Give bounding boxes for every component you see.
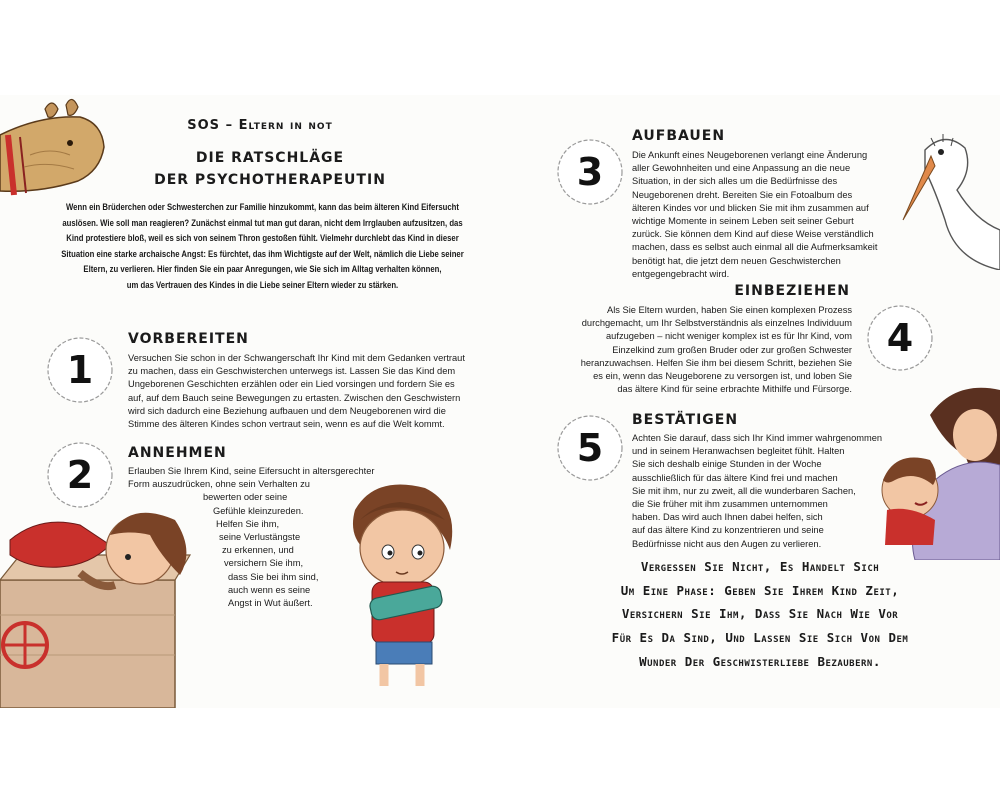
- text-line: heranzuwachsen. Helfen Sie ihm bei diesem Schritt, beziehen Sie: [580, 357, 852, 368]
- text-line: machen, dass es selbst auch einmal all die Aufmerksamkeit: [632, 242, 878, 253]
- dog-illustration: [0, 95, 110, 205]
- text-line: Stimme des älteren Kindes schon vertraut sein, wenn es auf die Welt kommt.: [128, 419, 445, 430]
- text-line: aller Gewohnheiten und eine Anpassung an die neue: [632, 163, 851, 174]
- intro-line: auslösen. Wie soll man reagieren? Zunächst einmal tut man gut daran, nicht dem Irrglauben aufzusitzen, das: [62, 217, 463, 228]
- text-line: das ältere Kind für seine erbrachte Mithilfe und Fürsorge.: [617, 384, 852, 395]
- number-badge-3: [555, 137, 625, 207]
- text-line: seine Verlustängste: [219, 532, 301, 543]
- text-line: auf, auf dem Bauch seine Bewegungen zu ertasten. Zwischen den Geschwistern: [128, 392, 461, 403]
- intro-line: Eltern, zu verlieren. Hier finden Sie ein paar Anregungen, wie Sie sich im Alltag verhalten können,: [83, 264, 442, 275]
- text-line: zu machen, dass ein Geschwisterchen unterwegs ist. Lassen Sie das Kind dem: [128, 366, 456, 377]
- text-line: Helfen Sie ihm,: [216, 518, 280, 529]
- badge-number: 3: [576, 150, 604, 194]
- text-line: versichern Sie ihm,: [224, 558, 304, 569]
- badge-number: 5: [576, 426, 604, 470]
- text-line: Die Ankunft eines Neugeborenen verlangt eine Änderung: [632, 150, 868, 160]
- number-badge-5: [555, 413, 625, 483]
- text-line: älteren Kindes vor und blicken Sie mit ihm zusammen auf: [632, 202, 869, 213]
- closing-line: Für Es Da Sind, Und Lassen Sie Sich Von Dem: [611, 630, 909, 646]
- text-line: Einzelkind zum großen Bruder oder zur großen Schwester: [612, 344, 852, 355]
- section-title-annehmen: ANNEHMEN: [128, 445, 227, 461]
- text-line: entgegengebracht wird.: [632, 268, 730, 279]
- text-line: Neugeborenen dreht. Bereiten Sie ein Fotoalbum des: [632, 189, 853, 200]
- intro-line: Situation eine starke archaische Angst: Es fürchtet, das ihm Wichtigste auf der Welt, nämlich die Liebe seiner: [61, 248, 464, 259]
- page-title-line-1: DIE RATSCHLÄGE: [195, 150, 345, 166]
- text-line: und in seinem Heranwachsen begleitet fühlt. Halten: [632, 446, 845, 457]
- text-line: Ungeborenen Geschichten erzählen oder ein Lied vorsingen und fordern Sie es: [128, 379, 455, 390]
- badge-number: 2: [66, 453, 94, 497]
- badge-number: 1: [66, 348, 94, 392]
- text-line: Gefühle kleinzureden.: [213, 505, 304, 516]
- section-text-bestaetigen: [632, 432, 882, 551]
- stork-illustration: [895, 130, 1000, 270]
- text-line: zurück. Sie können dem Kind auf diese Weise verständlich: [632, 229, 874, 240]
- text-line: Form auszudrücken, ohne sein Verhalten zu: [128, 479, 310, 490]
- section-text-einbeziehen: [540, 304, 852, 396]
- number-badge-2: [45, 440, 115, 510]
- text-line: Erlauben Sie Ihrem Kind, seine Eifersucht in altersgerechter: [128, 466, 375, 476]
- text-line: aufzugeben – nicht weniger komplex ist es für Ihr Kind, vom: [606, 331, 852, 342]
- text-line: benötigt hat, die jetzt dem neuen Geschwisterchen: [632, 255, 841, 266]
- intro-paragraph: [32, 200, 492, 294]
- text-line: auch wenn es seine: [228, 584, 311, 595]
- section-title-aufbauen: AUFBAUEN: [632, 128, 726, 144]
- text-line: Angst in Wut äußert.: [228, 598, 313, 609]
- text-line: Achten Sie darauf, dass sich Ihr Kind immer wahrgenommen: [632, 433, 883, 443]
- page-title-line-2: DER PSYCHOTHERAPEUTIN: [154, 172, 386, 188]
- closing-statement: [565, 555, 955, 674]
- mother-and-child-illustration: [875, 385, 1000, 560]
- closing-line: Um Eine Phase: Geben Sie Ihrem Kind Zeit,: [620, 582, 900, 598]
- intro-line: um das Vertrauen des Kindes in die Liebe seiner Eltern wieder zu stärken.: [126, 279, 399, 290]
- text-line: zu erkennen, und: [222, 545, 294, 556]
- text-line: Bedürfnisse nicht aus den Augen zu verlieren.: [632, 538, 822, 549]
- section-title-vorbereiten: VORBEREITEN: [128, 331, 249, 347]
- text-line: Sie mit ihm, nur zu zweit, all die wunderbaren Sachen,: [632, 485, 856, 496]
- text-line: Versuchen Sie schon in der Schwangerschaft Ihr Kind mit dem Gedanken vertraut: [128, 353, 465, 363]
- text-line: es ein, wenn das Neugeborene zu versorgen ist, und loben Sie: [593, 371, 852, 382]
- kicker-heading: SOS – Eltern in not: [187, 118, 333, 133]
- section-text-vorbereiten: [128, 352, 465, 431]
- number-badge-4: [865, 303, 935, 373]
- text-line: Situation, in der sich alles um die Bedürfnisse des: [632, 176, 838, 187]
- section-text-annehmen: [128, 465, 375, 610]
- text-line: bewerten oder seine: [203, 492, 288, 503]
- text-line: die Sie früher mit ihm zusammen unternommen: [632, 499, 828, 510]
- text-line: Als Sie Eltern wurden, haben Sie einen komplexen Prozess: [607, 305, 852, 315]
- section-title-bestaetigen: BESTÄTIGEN: [632, 412, 739, 428]
- text-line: auf das ältere Kind zu konzentrieren und seine: [632, 525, 824, 536]
- section-text-aufbauen: [632, 149, 877, 281]
- intro-line: Kind protestiere bloß, weil es sich von seinem Thron gestoßen fühlt. Vielmehr durchlebt das Kind in dieser: [66, 233, 459, 244]
- closing-line: Wunder Der Geschwisterliebe Bezaubern.: [639, 653, 881, 669]
- text-line: dass Sie bei ihm sind,: [228, 571, 319, 582]
- number-badge-1: [45, 335, 115, 405]
- text-line: ausschließlich für das ältere Kind frei und machen: [632, 472, 838, 483]
- closing-line: Vergessen Sie Nicht, Es Handelt Sich: [640, 559, 880, 574]
- text-line: wichtige Momente in seinem Leben seit seiner Geburt: [632, 216, 854, 227]
- text-line: durchgemacht, um Ihr Selbstverständnis als einzelnes Individuum: [581, 318, 852, 329]
- section-title-einbeziehen: EINBEZIEHEN: [734, 283, 850, 299]
- text-line: haben. Das wird auch Ihnen dabei helfen, sich: [632, 512, 823, 523]
- badge-number: 4: [886, 316, 914, 360]
- text-line: Sie sich deshalb einige Stunden in der Woche: [632, 459, 822, 470]
- closing-line: Versichern Sie Ihm, Dass Sie Nach Wie Vor: [621, 606, 899, 622]
- text-line: wird sich dadurch eine Beziehung aufbauen und dem Neugeborenen wird die: [128, 405, 446, 416]
- intro-line: Wenn ein Brüderchen oder Schwesterchen zur Familie hinzukommt, kann das beim älteren Kind Eifersucht: [66, 202, 459, 212]
